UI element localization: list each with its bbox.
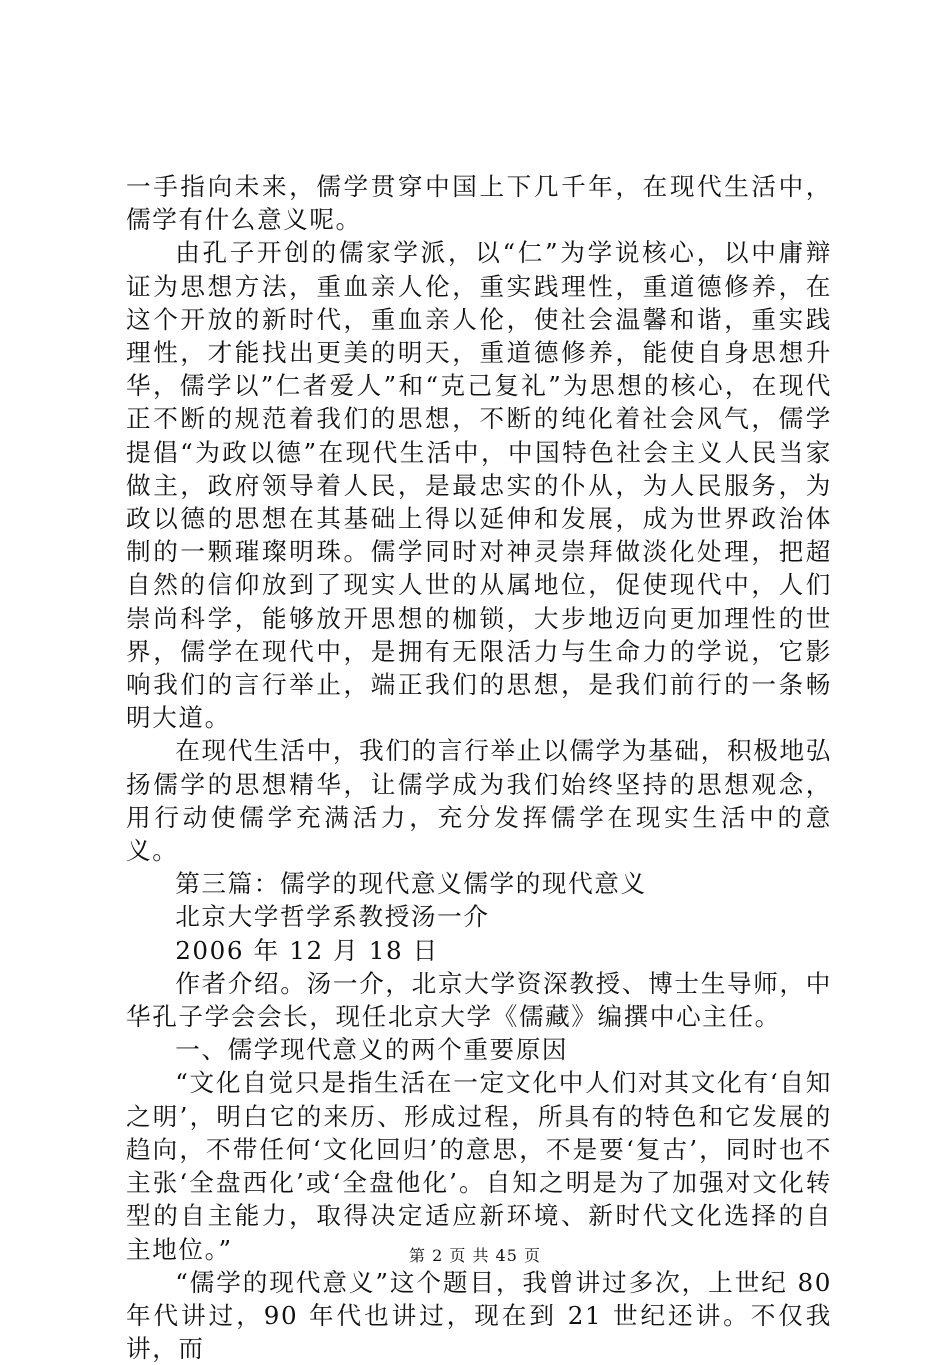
paragraph-confucian-school: 由孔子开创的儒家学派，以“仁”为学说核心，以中庸辩证为思想方法，重血亲人伦，重实践理性，重道德修养，在这个开放的新时代，重血亲人伦，使社会温馨和谐，重实践理性，才能找出更美的明天，重道德修养，能使自身思想升华，儒学以”仁者爱人”和“克己复礼”为思想的核心，在现代正不断的规范着我们的思想，不断的纯化着社会风气，儒学提倡“为政以德”在现代生活中，中国特色社会主义人民当家做主，政府领导着人民，是最忠实的仆从，为人民服务，为政以德的思想在其基础上得以延伸和发展，成为世界政治体制的一颗璀璨明珠。儒学同时对神灵崇拜做淡化处理，把超自然的信仰放到了现实人世的从属地位，促使现代中，人们崇尚科学，能够放开思想的枷锁，大步地迈向更加理性的世界，儒学在现代中，是拥有无限活力与生命力的学说，它影响我们的言行举止，端正我们的思想，是我们前行的一条畅明大道。 bbox=[126, 238, 832, 733]
paragraph-topic-history: “儒学的现代意义”这个题目，我曾讲过多次，上世纪 80 年代讲过，90 年代也讲过，现在到 21 世纪还讲。不仅我讲，而 bbox=[126, 1267, 832, 1364]
author-introduction: 作者介绍。汤一介，北京大学资深教授、博士生导师，中华孔子学会会长，现任北京大学《儒藏》编撰中心主任。 bbox=[126, 968, 832, 1032]
quotation-paragraph: “文化自觉只是指生活在一定文化中人们对其文化有‘自知之明’，明白它的来历、形成过程，所具有的特色和它发展的趋向，不带任何‘文化回归’的意思，不是要‘复古’，同时也不主张‘全盘西化’或‘全盘他化’。自知之明是为了加强对文化转型的自主能力，取得决定适应新环境、新时代文化选择的自主地位。” bbox=[126, 1068, 832, 1264]
section-title: 第三篇：儒学的现代意义儒学的现代意义 bbox=[175, 869, 647, 899]
paragraph-modern-life: 在现代生活中，我们的言行举止以儒学为基础，积极地弘扬儒学的思想精华，让儒学成为我们始终坚持的思想观念，用行动使儒学充满活力，充分发挥儒学在现实生活中的意义。 bbox=[126, 736, 832, 866]
document-body bbox=[126, 170, 832, 1365]
page-footer: 第 2 页 共 45 页 bbox=[409, 1246, 541, 1265]
article-date: 2006 年 12 月 18 日 bbox=[175, 935, 439, 965]
paragraph-continuation: 一手指向未来，儒学贯穿中国上下几千年，在现代生活中，儒学有什么意义呢。 bbox=[126, 172, 832, 235]
author-affiliation: 北京大学哲学系教授汤一介 bbox=[175, 902, 490, 932]
section-heading-one: 一、儒学现代意义的两个重要原因 bbox=[175, 1035, 569, 1065]
